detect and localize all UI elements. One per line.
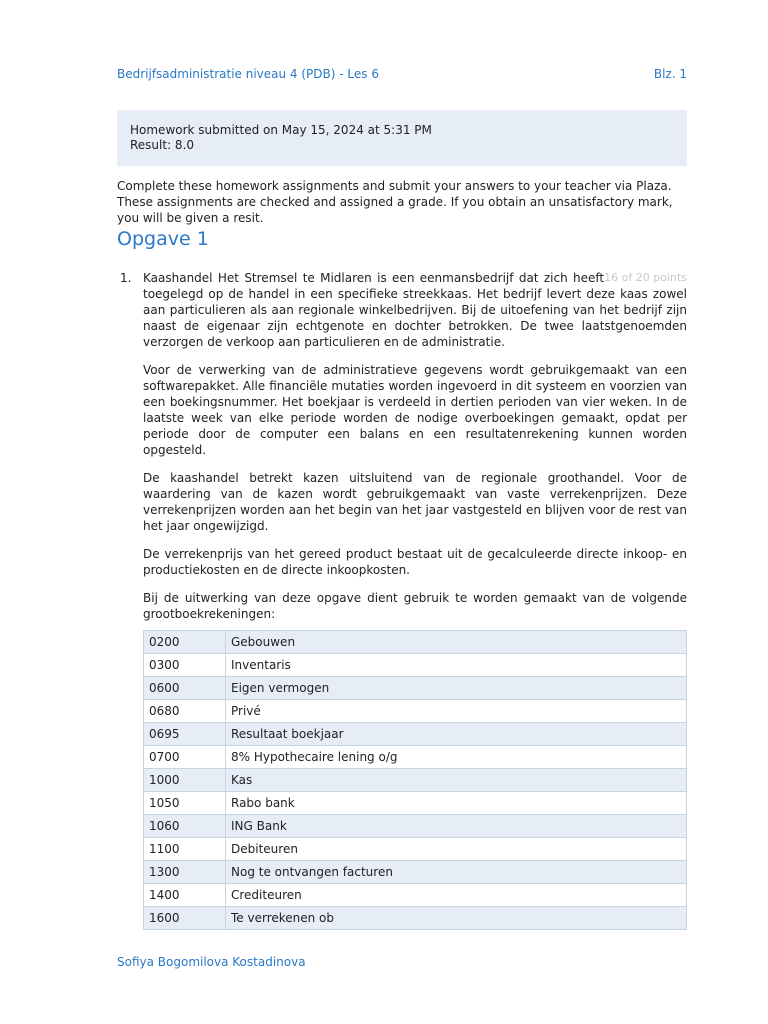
table-row — [144, 700, 687, 723]
table-row — [144, 631, 687, 654]
account-code: 0695 — [144, 723, 226, 746]
question-number: 1. — [120, 271, 132, 285]
account-code: 0680 — [144, 700, 226, 723]
submission-date: Homework submitted on May 15, 2024 at 5:31 PM — [130, 123, 432, 137]
table-row — [144, 746, 687, 769]
account-name: Rabo bank — [226, 792, 687, 815]
table-row — [144, 884, 687, 907]
section-title: Opgave 1 — [117, 228, 209, 250]
question-paragraph: Voor de verwerking van de administratieve gegevens wordt gebruikgemaakt van een softwarepakket. Alle financiële mutaties worden ingevoerd in dit systeem en voorzien van een boekingsnummer. Het boekjaar is verdeeld in dertien perioden van vier weken. In de laatste week van elke periode worden de nodige overboekingen gemaakt, opdat per periode door de computer een balans en een resultatenrekening kunnen worden opgesteld. — [143, 363, 687, 457]
question-paragraph: De kaashandel betrekt kazen uitsluitend van de regionale groothandel. Voor de waardering van de kazen wordt gebruikgemaakt van vaste verrekenprijzen. Deze verrekenprijzen worden aan het begin van het jaar vastgesteld en blijven voor de rest van het jaar ongewijzigd. — [143, 471, 687, 533]
account-code: 1300 — [144, 861, 226, 884]
account-code: 1400 — [144, 884, 226, 907]
question-paragraph — [143, 270, 687, 350]
paragraph-text: Kaashandel Het Stremsel te Midlaren is een eenmansbedrijf dat zich heeft toegelegd op de handel in een specifieke streekkaas. Het bedrijf levert deze kaas zowel aan particulieren als aan regionale winkelbedrijven. Bij de uitoefening van het bedrijf zijn naast de eigenaar zijn echtgenote en dochter betrokken. De twee laatstgenoemden verzorgen de verkoop aan particulieren en de administratie. — [143, 271, 687, 349]
account-name: 8% Hypothecaire lening o/g — [226, 746, 687, 769]
question-points: 16 of 20 points — [604, 271, 687, 284]
account-code: 0600 — [144, 677, 226, 700]
table-row — [144, 723, 687, 746]
table-row — [144, 769, 687, 792]
intro-text: Complete these homework assignments and submit your answers to your teacher via Plaza. These assignments are checked and assigned a grade. If you obtain an unsatisfactory mark, you will be given a resit. — [117, 179, 673, 225]
table-row — [144, 815, 687, 838]
table-row — [144, 838, 687, 861]
course-title: Bedrijfsadministratie niveau 4 (PDB) - Les 6 — [117, 67, 379, 81]
submission-result: Result: 8.0 — [130, 138, 195, 152]
account-name: Crediteuren — [226, 884, 687, 907]
account-name: Nog te ontvangen facturen — [226, 861, 687, 884]
account-name: Eigen vermogen — [226, 677, 687, 700]
ledger-accounts-table — [143, 630, 687, 930]
table-row — [144, 677, 687, 700]
account-code: 1050 — [144, 792, 226, 815]
account-code: 0700 — [144, 746, 226, 769]
table-row — [144, 907, 687, 930]
account-code: 1060 — [144, 815, 226, 838]
page-header — [117, 67, 687, 81]
account-name: Kas — [226, 769, 687, 792]
student-name: Sofiya Bogomilova Kostadinova — [117, 955, 306, 969]
account-name: Inventaris — [226, 654, 687, 677]
account-code: 0200 — [144, 631, 226, 654]
account-name: Gebouwen — [226, 631, 687, 654]
table-row — [144, 861, 687, 884]
account-name: Resultaat boekjaar — [226, 723, 687, 746]
submission-notice — [117, 110, 687, 166]
question-block — [117, 270, 687, 930]
account-name: Privé — [226, 700, 687, 723]
table-row — [144, 792, 687, 815]
account-code: 1600 — [144, 907, 226, 930]
account-code: 1000 — [144, 769, 226, 792]
account-name: Debiteuren — [226, 838, 687, 861]
page-number: Blz. 1 — [653, 67, 687, 81]
question-paragraph: Bij de uitwerking van deze opgave dient gebruik te worden gemaakt van de volgende grootboekrekeningen: — [143, 591, 687, 621]
account-code: 0300 — [144, 654, 226, 677]
table-row — [144, 654, 687, 677]
account-name: ING Bank — [226, 815, 687, 838]
account-name: Te verrekenen ob — [226, 907, 687, 930]
account-code: 1100 — [144, 838, 226, 861]
question-paragraph: De verrekenprijs van het gereed product bestaat uit de gecalculeerde directe inkoop- en productiekosten en de directe inkoopkosten. — [143, 547, 687, 577]
question-body — [143, 270, 687, 622]
